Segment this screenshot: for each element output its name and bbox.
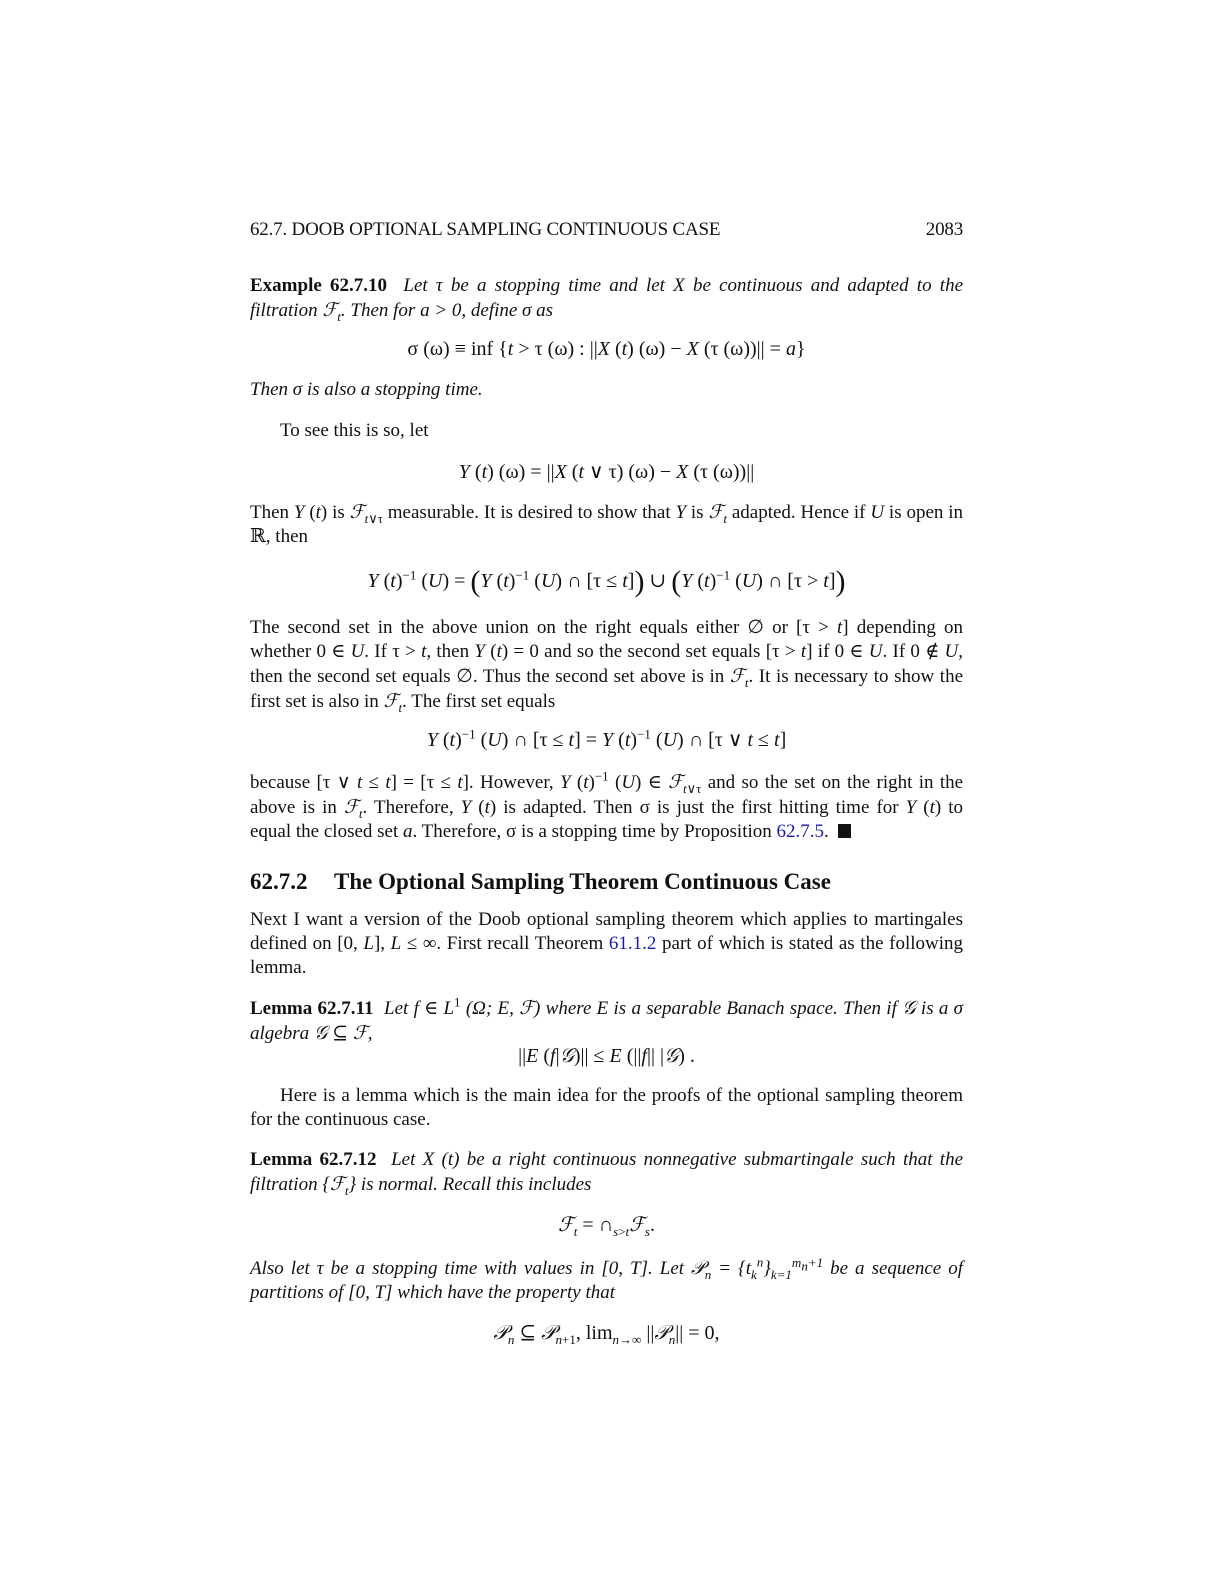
lemma-12-display-1: ℱ$_t$ = $\cap_{s>t}ℱ_s$. [558,1212,655,1239]
proposition-link[interactable]: 62.7.5 [776,821,825,842]
proof-display-3: Y $(t)^{-1}$ (U) ∩ [τ ≤ t] = Y $(t)^{-1}$ (U) ∩ [τ ∨ t ≤ t] [426,726,787,751]
running-header [250,219,963,241]
example-display: σ (ω) ≡ inf {t > τ (ω) : ||X (t) (ω) − X (τ (ω))|| = a} [407,338,806,360]
lemma-11-display: ||E (f|𝒢)|| ≤ E (||f|| |𝒢) . [518,1043,695,1067]
page-number: 2083 [925,219,963,240]
qed-square-icon [838,824,851,838]
example-label: Example 62.7.10 [250,275,387,296]
lemma-12-statement-2: Also let τ be a stopping time with values in [0, T]. Let 𝒫$_n$ = $\{t_k^n\}_{k=1}^{m_n+1}$ be a sequence of partitions of [0, T] which have the property that [250,1254,963,1303]
running-title: 62.7. DOOB OPTIONAL SAMPLING CONTINUOUS CASE [250,219,721,240]
lemma-12-statement: Lemma 62.7.12 Let X (t) be a right continuous nonnegative submartingale such that the filtration {ℱ$_t$} is normal. Recall this includes [250,1149,963,1198]
section-title: The Optional Sampling Theorem Continuous Case [334,869,831,894]
lemma-11-label: Lemma 62.7.11 [250,998,374,1019]
theorem-link[interactable]: 61.1.2 [608,933,657,954]
proof-display-2: Y $(t)^{-1}$ (U) = (Y $(t)^{-1}$ (U) ∩ [τ ≤ t]) ∪ (Y $(t)^{-1}$ (U) ∩ [τ > t]) [367,565,846,598]
lemma-12-display-2: 𝒫$_n$ ⊆ 𝒫$_{n+1}$, $\lim_{n\to\infty}$ ||𝒫$_n$|| = 0, [493,1320,720,1347]
section-number: 62.7.2 [250,869,308,894]
transition-paragraph: Here is a lemma which is the main idea for the proofs of the optional sampling theorem for the continuous case. [250,1085,963,1130]
section-intro: Next I want a version of the Doob optional sampling theorem which applies to martingales defined on [0, L], L ≤ ∞. First recall Theorem 61.1.2 part of which is stated as the following lemma. [250,909,964,978]
proof-display-1: Y (t) (ω) = ||X (t ∨ τ) (ω) − X (τ (ω))|| [458,461,755,483]
section-heading [250,869,963,895]
proof-intro: To see this is so, let [280,420,429,441]
lemma-12-label: Lemma 62.7.12 [250,1149,377,1170]
example-statement: Example 62.7.10 Let τ be a stopping time and let X be continuous and adapted to the filtration ℱ$_t$. Then for a > 0, define σ as [250,275,964,324]
proof-paragraph-3: because [τ ∨ t ≤ t] = [τ ≤ t]. However, Y $(t)^{-1}$ (U) ∈ ℱ$_{t\vee\tau}$ and so the set on the right in the above is in ℱ$_t$. Therefore, Y (t) is adapted. Then σ is just the first hitting time for Y (t) to equal the closed set a. Therefore, σ is a stopping time by Proposition 62.7.5. [250,768,964,842]
example-conclusion: Then σ is also a stopping time. [250,379,483,400]
proof-paragraph-1: Then Y (t) is ℱ$_{t\vee\tau}$ measurable. It is desired to show that Y is ℱ$_t$ adapted. Hence if U is open in ℝ, then [250,501,963,547]
lemma-11-statement: Lemma 62.7.11 Let f ∈ $L^1$ (Ω; E, ℱ) where E is a separable Banach space. Then if 𝒢 is a σ algebra 𝒢 ⊆ ℱ, [250,994,964,1044]
proof-paragraph-2: The second set in the above union on the right equals either ∅ or [τ > t] depending on whether 0 ∈ U. If τ > t, then Y (t) = 0 and so the second set equals [τ > t] if 0 ∈ U. If 0 ∉ U, then the second set equals ∅. Thus the second set above is in ℱ$_t$. It is necessary to show the first set is also in ℱ$_t$. The first set equals [250,617,964,715]
